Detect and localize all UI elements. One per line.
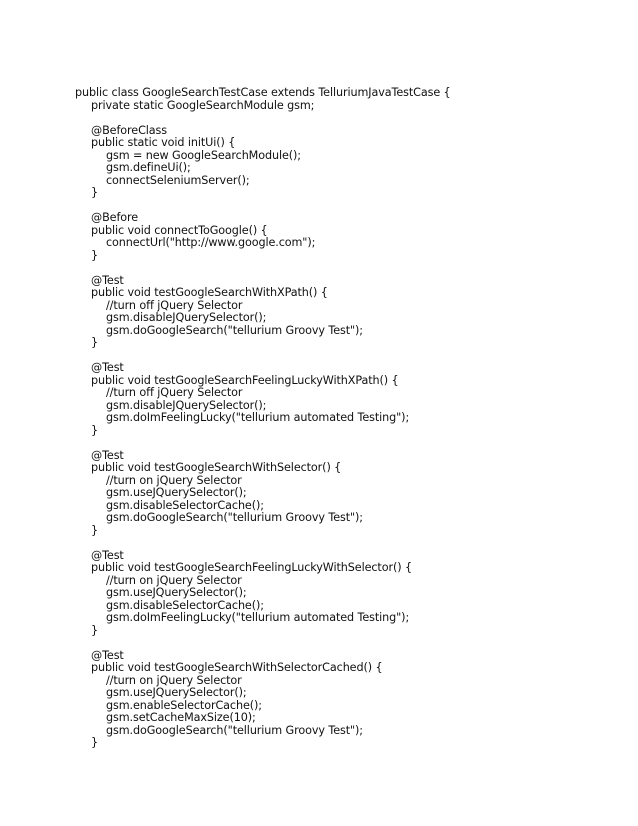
code-line: gsm.doImFeelingLucky("tellurium automated Testing"); [106,411,410,424]
code-line: public void testGoogleSearchWithSelectorCached() { [91,661,383,674]
code-line: gsm.defineUi(); [106,161,191,174]
code-line: public class GoogleSearchTestCase extends TelluriumJavaTestCase { [75,86,451,99]
code-line: //turn off jQuery Selector [106,298,243,312]
code-line: } [91,423,99,437]
code-line: @Test [91,361,124,374]
code-line: //turn on jQuery Selector [106,573,242,587]
code-line: gsm.disableJQuerySelector(); [106,398,267,412]
code-line: public void connectToGoogle() { [91,223,268,237]
code-line: gsm.doGoogleSearch("tellurium Groovy Test"); [106,723,363,737]
code-line: gsm.useJQuerySelector(); [106,586,247,599]
code-line: @Test [91,648,124,662]
blank-line [75,637,615,650]
code-line: connectUrl("http://www.google.com"); [106,236,316,249]
code-line: //turn off jQuery Selector [106,386,243,399]
code-line: @Test [91,448,124,462]
code-line: //turn on jQuery Selector [106,673,242,687]
blank-line [75,200,615,213]
code-line: } [91,736,99,749]
code-line: @Test [91,548,124,562]
code-line: } [91,623,99,637]
code-line: gsm.enableSelectorCache(); [106,698,262,712]
code-line: gsm.setCacheMaxSize(10); [106,711,256,724]
code-line: } [91,248,99,262]
code-line: @Test [91,273,124,287]
code-line: gsm.doGoogleSearch("tellurium Groovy Test"); [106,323,363,337]
code-line: gsm.disableJQuerySelector(); [106,311,267,324]
blank-line [75,437,615,450]
code-line: @BeforeClass [91,123,167,137]
code-line: } [91,186,99,199]
code-line: private static GoogleSearchModule gsm; [91,98,315,112]
code-line: gsm.doGoogleSearch("tellurium Groovy Test"); [106,511,363,524]
blank-line [75,112,615,125]
code-line: public static void initUi() { [91,136,236,149]
code-line: @Before [91,211,139,224]
code-line: gsm.useJQuerySelector(); [106,686,247,699]
code-line: gsm.useJQuerySelector(); [106,486,247,499]
code-line: //turn on jQuery Selector [106,473,242,487]
code-line: } [91,523,99,537]
code-line: connectSeleniumServer(); [106,173,250,187]
blank-line [75,262,615,275]
blank-line [75,350,615,363]
blank-line [75,537,615,550]
code-line: gsm.doImFeelingLucky("tellurium automated Testing"); [106,611,410,624]
code-listing [75,87,615,750]
code-line: public void testGoogleSearchFeelingLuckyWithXPath() { [91,373,399,387]
code-line: gsm.disableSelectorCache(); [106,598,264,612]
code-line: public void testGoogleSearchWithXPath() { [91,286,328,299]
code-line: } [91,336,99,349]
code-line: gsm.disableSelectorCache(); [106,498,264,512]
code-line: gsm = new GoogleSearchModule(); [106,148,301,162]
code-line: public void testGoogleSearchWithSelector() { [91,461,342,474]
code-line: public void testGoogleSearchFeelingLuckyWithSelector() { [91,561,412,574]
